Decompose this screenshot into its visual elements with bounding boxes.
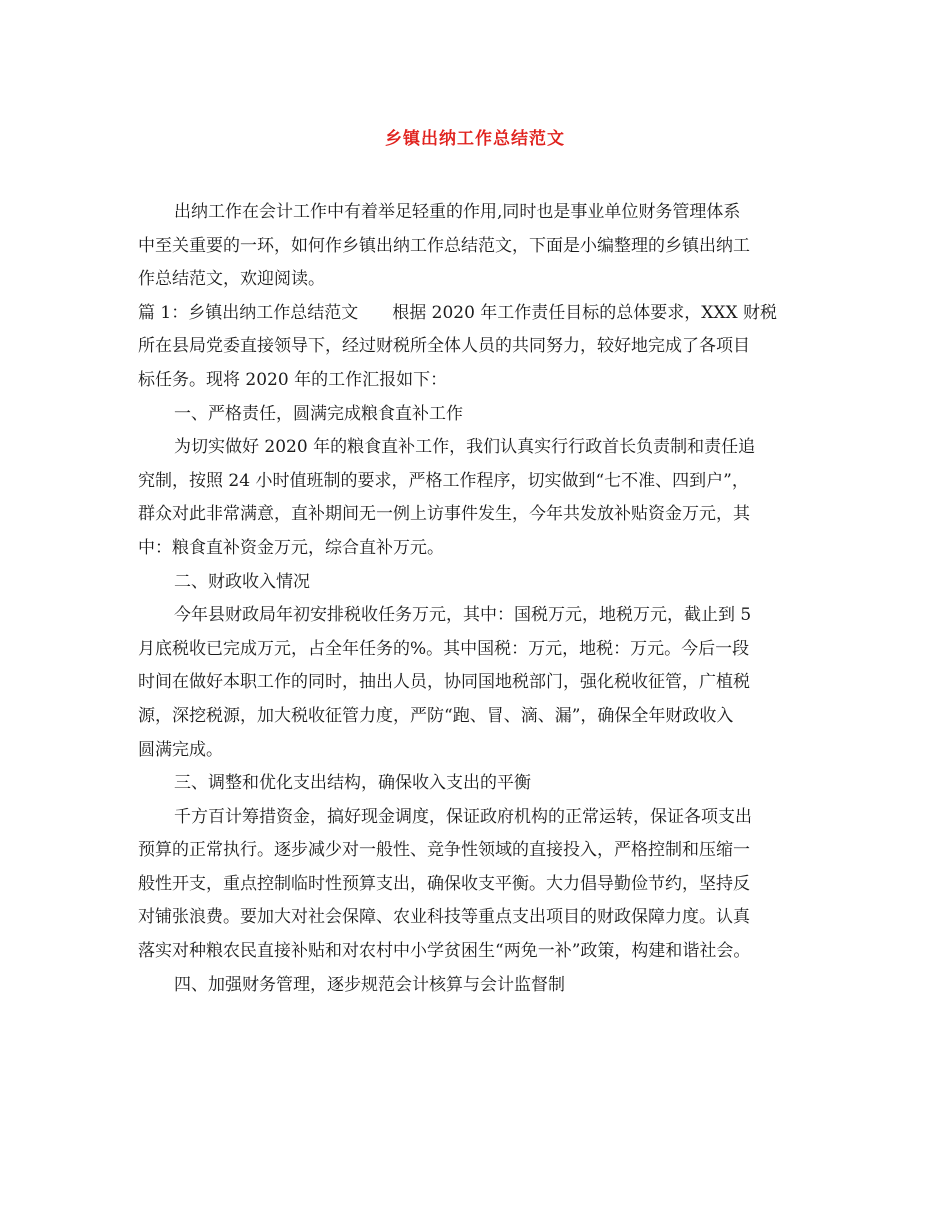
text-line: 千方百计筹措资金，搞好现金调度，保证政府机构的正常运转，保证各项支出	[174, 806, 752, 827]
text-line: 般性开支，重点控制临时性预算支出，确保收支平衡。大力倡导勤俭节约，坚持反	[138, 873, 750, 894]
text-line: 中至关重要的一环，如何作乡镇出纳工作总结范文，下面是小编整理的乡镇出纳工	[138, 235, 750, 256]
text-line: 三、调整和优化支出结构，确保收入支出的平衡	[174, 773, 531, 794]
text-line: 源，深挖税源，加大税收征管力度，严防“跑、冒、滴、漏”，确保全年财政收入	[138, 705, 734, 726]
text-line: 四、加强财务管理，逐步规范会计核算与会计监督制	[174, 974, 565, 995]
text-line: 作总结范文，欢迎阅读。	[138, 269, 325, 290]
text-line: 时间在做好本职工作的同时，抽出人员，协同国地税部门，强化税收征管，广植税	[138, 672, 750, 693]
text-line: 圆满完成。	[138, 739, 223, 760]
text-line: 对铺张浪费。要加大对社会保障、农业科技等重点支出项目的财政保障力度。认真	[138, 907, 750, 928]
text-line: 所在县局党委直接领导下，经过财税所全体人员的共同努力，较好地完成了各项目	[138, 336, 750, 357]
text-line: 出纳工作在会计工作中有着举足轻重的作用,同时也是事业单位财务管理体系	[174, 202, 741, 222]
text-line: 为切实做好 2020 年的粮食直补工作，我们认真实行行政首长负责制和责任追	[174, 437, 756, 458]
text-line: 一、严格责任，圆满完成粮食直补工作	[174, 403, 463, 424]
text-line: 二、财政收入情况	[174, 571, 310, 592]
document-title: 乡镇出纳工作总结范文	[385, 129, 565, 149]
text-line: 今年县财政局年初安排税收任务万元，其中：国税万元，地税万元，截止到 5	[174, 605, 752, 626]
text-line: 篇 1：乡镇出纳工作总结范文 根据 2020 年工作责任目标的总体要求，XXX 财税	[138, 302, 778, 323]
text-line: 月底税收已完成万元，占全年任务的%。其中国税：万元，地税：万元。今后一段	[138, 638, 750, 659]
text-line: 标任务。现将 2020 年的工作汇报如下：	[138, 369, 448, 390]
text-line: 落实对种粮农民直接补贴和对农村中小学贫困生“两免一补”政策，构建和谐社会。	[138, 941, 751, 962]
document-body	[138, 196, 818, 1002]
text-line: 预算的正常执行。逐步减少对一般性、竞争性领域的直接投入，严格控制和压缩一	[138, 840, 750, 861]
text-line: 群众对此非常满意，直补期间无一例上访事件发生，今年共发放补贴资金万元，其	[138, 504, 750, 525]
text-line: 究制，按照 24 小时值班制的要求，严格工作程序，切实做到“七不准、四到户”，	[138, 470, 749, 491]
text-line: 中：粮食直补资金万元，综合直补万元。	[138, 537, 444, 558]
